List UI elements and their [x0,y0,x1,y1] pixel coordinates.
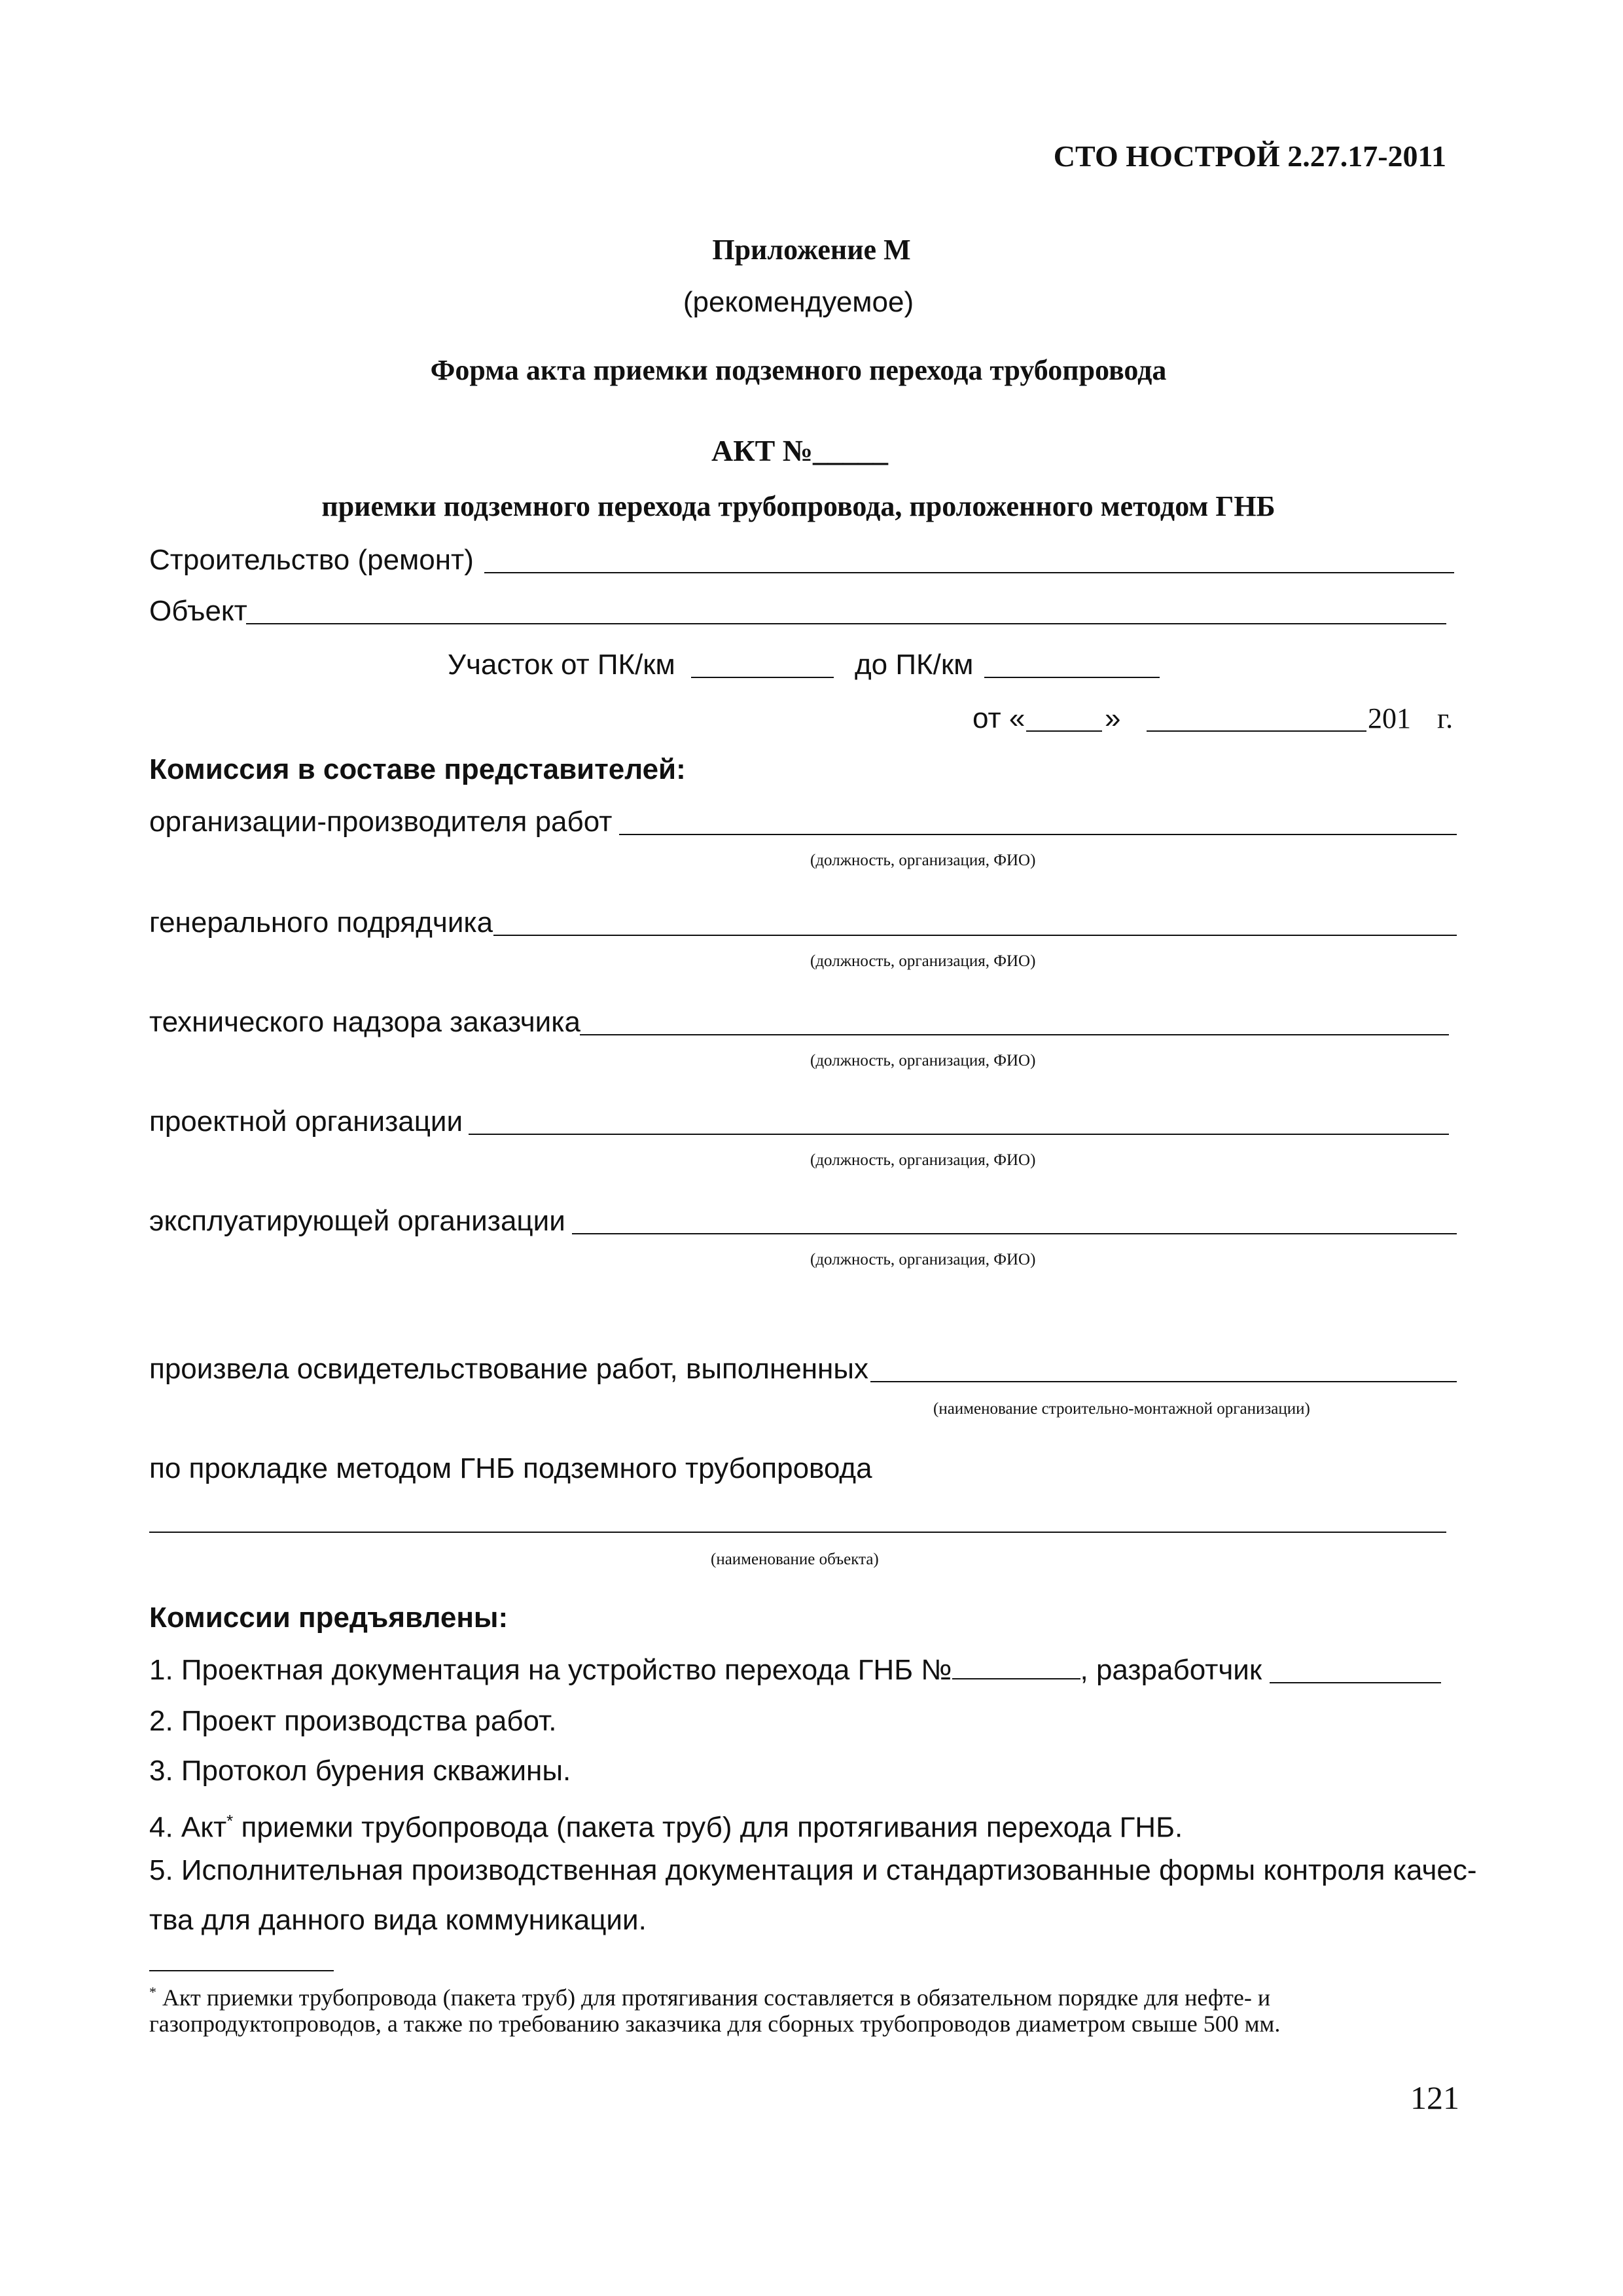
date-day-field[interactable] [1026,730,1102,732]
page-number: 121 [1410,2079,1459,2116]
appendix-title: Приложение М [712,234,911,266]
date-month-field[interactable] [1147,730,1366,732]
form-title: Форма акта приемки подземного перехода трубопровода [430,354,1167,386]
construction-label: Строительство (ремонт) [149,544,474,576]
document-code: СТО НОСТРОЙ 2.27.17-2011 [1053,139,1446,173]
member-field-operating-org[interactable] [572,1233,1457,1234]
footnote-divider [149,1970,334,1971]
act-number: АКТ №_____ [711,434,888,467]
presented-item-1 [149,1653,1262,1687]
section-to-field[interactable] [984,677,1160,678]
object-field[interactable] [246,623,1446,624]
presented-item-3: 3. Протокол бурения скважины. [149,1755,571,1787]
commission-heading: Комиссия в составе представителей: [149,753,686,785]
performed-label: произвела освидетельствование работ, выполненных [149,1353,868,1385]
section-to-label: до ПК/км [855,649,974,681]
act-heading: приемки подземного перехода трубопровода, проложенного методом ГНБ [321,490,1275,522]
member-label-customer-supervision: технического надзора заказчика [149,1006,580,1038]
date-from-label: от « [972,702,1026,734]
member-label-operating-org: эксплуатирующей организации [149,1205,565,1237]
footnote-marker: * [226,1811,234,1831]
presented-item-4-a: 4. Акт [149,1811,227,1844]
member-field-general-contractor[interactable] [493,935,1457,936]
footnote-star: * [149,1984,156,2000]
member-hint: (должность, организация, ФИО) [810,852,1036,869]
member-hint: (должность, организация, ФИО) [810,1052,1036,1069]
laying-label: по прокладке методом ГНБ подземного трубопровода [149,1452,872,1484]
presented-item-5-line-2: тва для данного вида коммуникации. [149,1904,647,1936]
object-name-hint: (наименование объекта) [711,1551,879,1568]
footnote-text-1: Акт приемки трубопровода (пакета труб) для протягивания составляется в обязательном порядке для нефте- и [156,1984,1271,2011]
section-from-label: Участок от ПК/км [448,649,675,681]
object-label: Объект [149,595,247,627]
date-suffix: г. [1437,702,1454,734]
member-hint: (должность, организация, ФИО) [810,1251,1036,1268]
member-label-design-org: проектной организации [149,1105,463,1138]
date-year: 201 [1368,702,1411,734]
presented-heading: Комиссии предъявлены: [149,1602,508,1634]
member-label-general-contractor: генерального подрядчика [149,906,493,939]
section-from-field[interactable] [691,677,834,678]
member-field-design-org[interactable] [469,1134,1449,1135]
presented-item-2: 2. Проект производства работ. [149,1705,557,1737]
contractor-hint: (наименование строительно-монтажной организации) [933,1400,1310,1418]
presented-item-4-b: приемки трубопровода (пакета труб) для протягивания перехода ГНБ. [233,1811,1183,1844]
footnote-line-1 [149,1978,1270,2012]
presented-item-5-line-1: 5. Исполнительная производственная документация и стандартизованные формы контроля качес- [149,1854,1477,1886]
construction-field[interactable] [484,572,1454,573]
developer-field[interactable] [1270,1682,1441,1683]
presented-item-1-text: 1. Проектная документация на устройство перехода ГНБ № [149,1654,952,1686]
appendix-subtitle: (рекомендуемое) [683,286,914,318]
member-field-customer-supervision[interactable] [580,1034,1449,1035]
contractor-field[interactable] [870,1381,1457,1382]
project-number-field[interactable] [952,1656,1080,1679]
object-name-field[interactable] [149,1532,1446,1533]
member-hint: (должность, организация, ФИО) [810,1151,1036,1169]
member-field-producer[interactable] [619,834,1457,835]
presented-item-1-developer: , разработчик [1080,1654,1262,1686]
member-label-producer: организации-производителя работ [149,806,613,838]
presented-item-4 [149,1804,1183,1845]
member-hint: (должность, организация, ФИО) [810,952,1036,970]
date-close-quote: » [1105,702,1121,734]
footnote-line-2: газопродуктопроводов, а также по требованию заказчика для сборных трубопроводов диаметром свыше 500 мм. [149,2011,1281,2037]
